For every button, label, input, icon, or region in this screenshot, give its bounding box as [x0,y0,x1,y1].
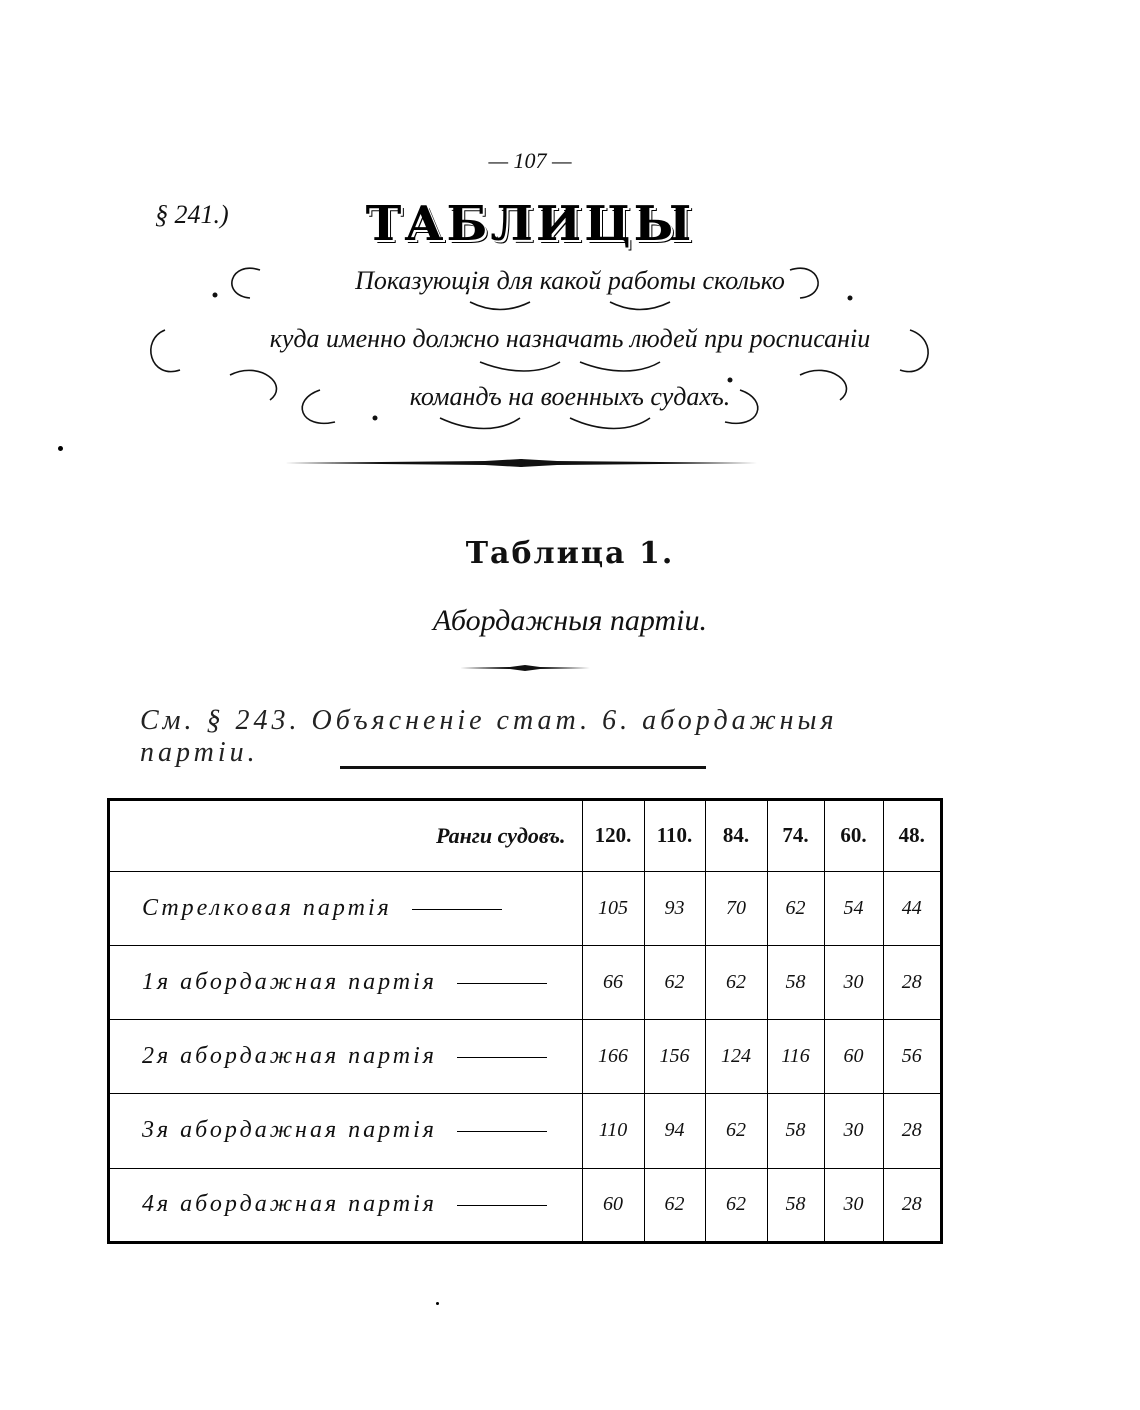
table-cell: 44 [883,871,940,945]
subtitle-line-2: куда именно должно назначать людей при росписаніи [269,324,871,353]
table-cell: 58 [767,945,824,1019]
column-header: 84. [705,801,767,871]
leader-dash [457,1205,547,1206]
leader-dash [457,1057,547,1058]
table-cell: 58 [767,1094,824,1168]
row-label-cell [110,871,582,945]
table-cell: 58 [767,1168,824,1241]
column-header: 110. [644,801,705,871]
table-cell: 30 [824,1094,883,1168]
table-cell: 116 [767,1020,824,1094]
row-label-cell [110,1020,582,1094]
cross-reference-note: См. § 243. Объясненіе стат. 6. абордажныя партіи. [140,705,838,768]
table-cell: 62 [767,871,824,945]
scan-speck [58,446,63,451]
row-label-cell [110,1094,582,1168]
table-cell: 56 [883,1020,940,1094]
row-label: 3я абордажная партія [142,1117,437,1144]
table-row [110,945,940,1019]
table-header-row [110,801,940,871]
table-cell: 93 [644,871,705,945]
header-label: Ранги судовъ. [110,801,582,871]
table-cell: 156 [644,1020,705,1094]
table-cell: 66 [582,945,644,1019]
row-label: 4я абордажная партія [142,1191,437,1218]
table-cell: 94 [644,1094,705,1168]
ornamental-divider-icon [285,456,757,470]
table-cell: 54 [824,871,883,945]
table-row [110,1094,940,1168]
leader-dash [412,909,502,910]
table-cell: 30 [824,1168,883,1241]
row-label-cell [110,945,582,1019]
column-header: 48. [883,801,940,871]
table-cell: 28 [883,1094,940,1168]
table-row [110,871,940,945]
subtitle-line-1: Показующія для какой работы сколько [355,266,785,295]
table-cell: 62 [705,1168,767,1241]
table-grid [110,801,940,1241]
thin-divider [340,766,706,769]
table-cell: 28 [883,945,940,1019]
table-cell: 30 [824,945,883,1019]
section-reference: § 241.) [155,200,229,229]
boarding-parties-table [107,798,943,1244]
scan-speck [436,1302,439,1305]
leader-dash [457,983,547,984]
table-cell: 166 [582,1020,644,1094]
column-header: 120. [582,801,644,871]
table-cell: 105 [582,871,644,945]
table-cell: 60 [582,1168,644,1241]
table-cell: 62 [705,945,767,1019]
column-header: 74. [767,801,824,871]
row-label: 2я абордажная партія [142,1043,437,1070]
table-cell: 62 [644,945,705,1019]
subtitle-line-3: командъ на военныхъ судахъ. [409,382,731,411]
table-cell: 70 [705,871,767,945]
leader-dash [457,1131,547,1132]
table-row [110,1168,940,1241]
table-cell: 62 [705,1094,767,1168]
table-heading: Таблица 1. [465,536,675,571]
row-label: 1я абордажная партія [142,969,437,996]
table-cell: 124 [705,1020,767,1094]
table-cell: 110 [582,1094,644,1168]
row-label: Стрелковая партія [142,894,392,921]
page-title: ТАБЛИЦЫ [365,196,695,252]
small-divider-icon [460,664,590,672]
table-cell: 28 [883,1168,940,1241]
table-subheading: Абордажныя партіи. [433,604,707,637]
table-cell: 62 [644,1168,705,1241]
row-label-cell [110,1168,582,1241]
table-cell: 60 [824,1020,883,1094]
page-number: — 107 — [488,148,572,173]
column-header: 60. [824,801,883,871]
table-row [110,1020,940,1094]
